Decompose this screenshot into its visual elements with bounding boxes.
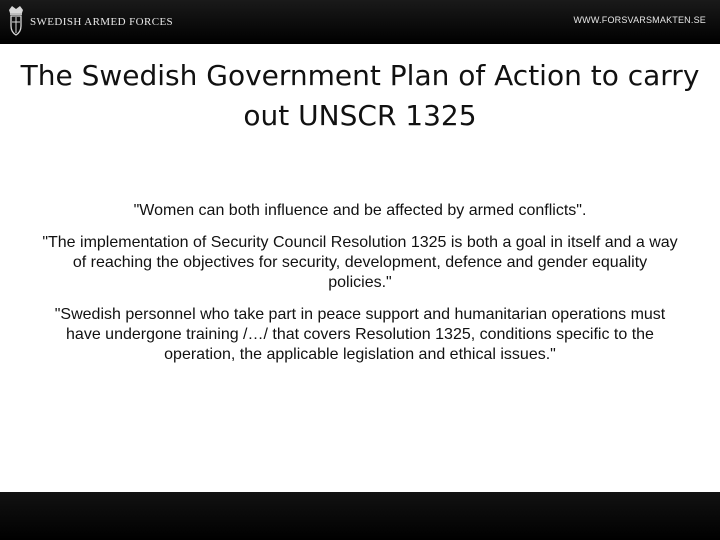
slide-title: The Swedish Government Plan of Action to carry out UNSCR 1325 [20, 59, 700, 132]
quote-item: "Women can both influence and be affected by armed conflicts". [133, 202, 587, 219]
footer-bar [0, 492, 720, 540]
brand [6, 4, 173, 40]
quote-list [40, 201, 680, 365]
quote-item: "The implementation of Security Council Resolution 1325 is both a goal in itself and a way of reaching the objectives for security, development, defence and gender equality policies." [42, 234, 678, 291]
header-bar [0, 0, 720, 44]
organization-name: SWEDISH ARMED FORCES [30, 16, 174, 28]
crown-crest-icon [6, 4, 26, 38]
quote-item: "Swedish personnel who take part in peace support and humanitarian operations must have undergone training /…/ that covers Resolution 1325, conditions specific to the operation, the applicable legislation and ethical issues." [54, 306, 666, 363]
website-url: WWW.FORSVARSMAKTEN.SE [573, 15, 706, 25]
